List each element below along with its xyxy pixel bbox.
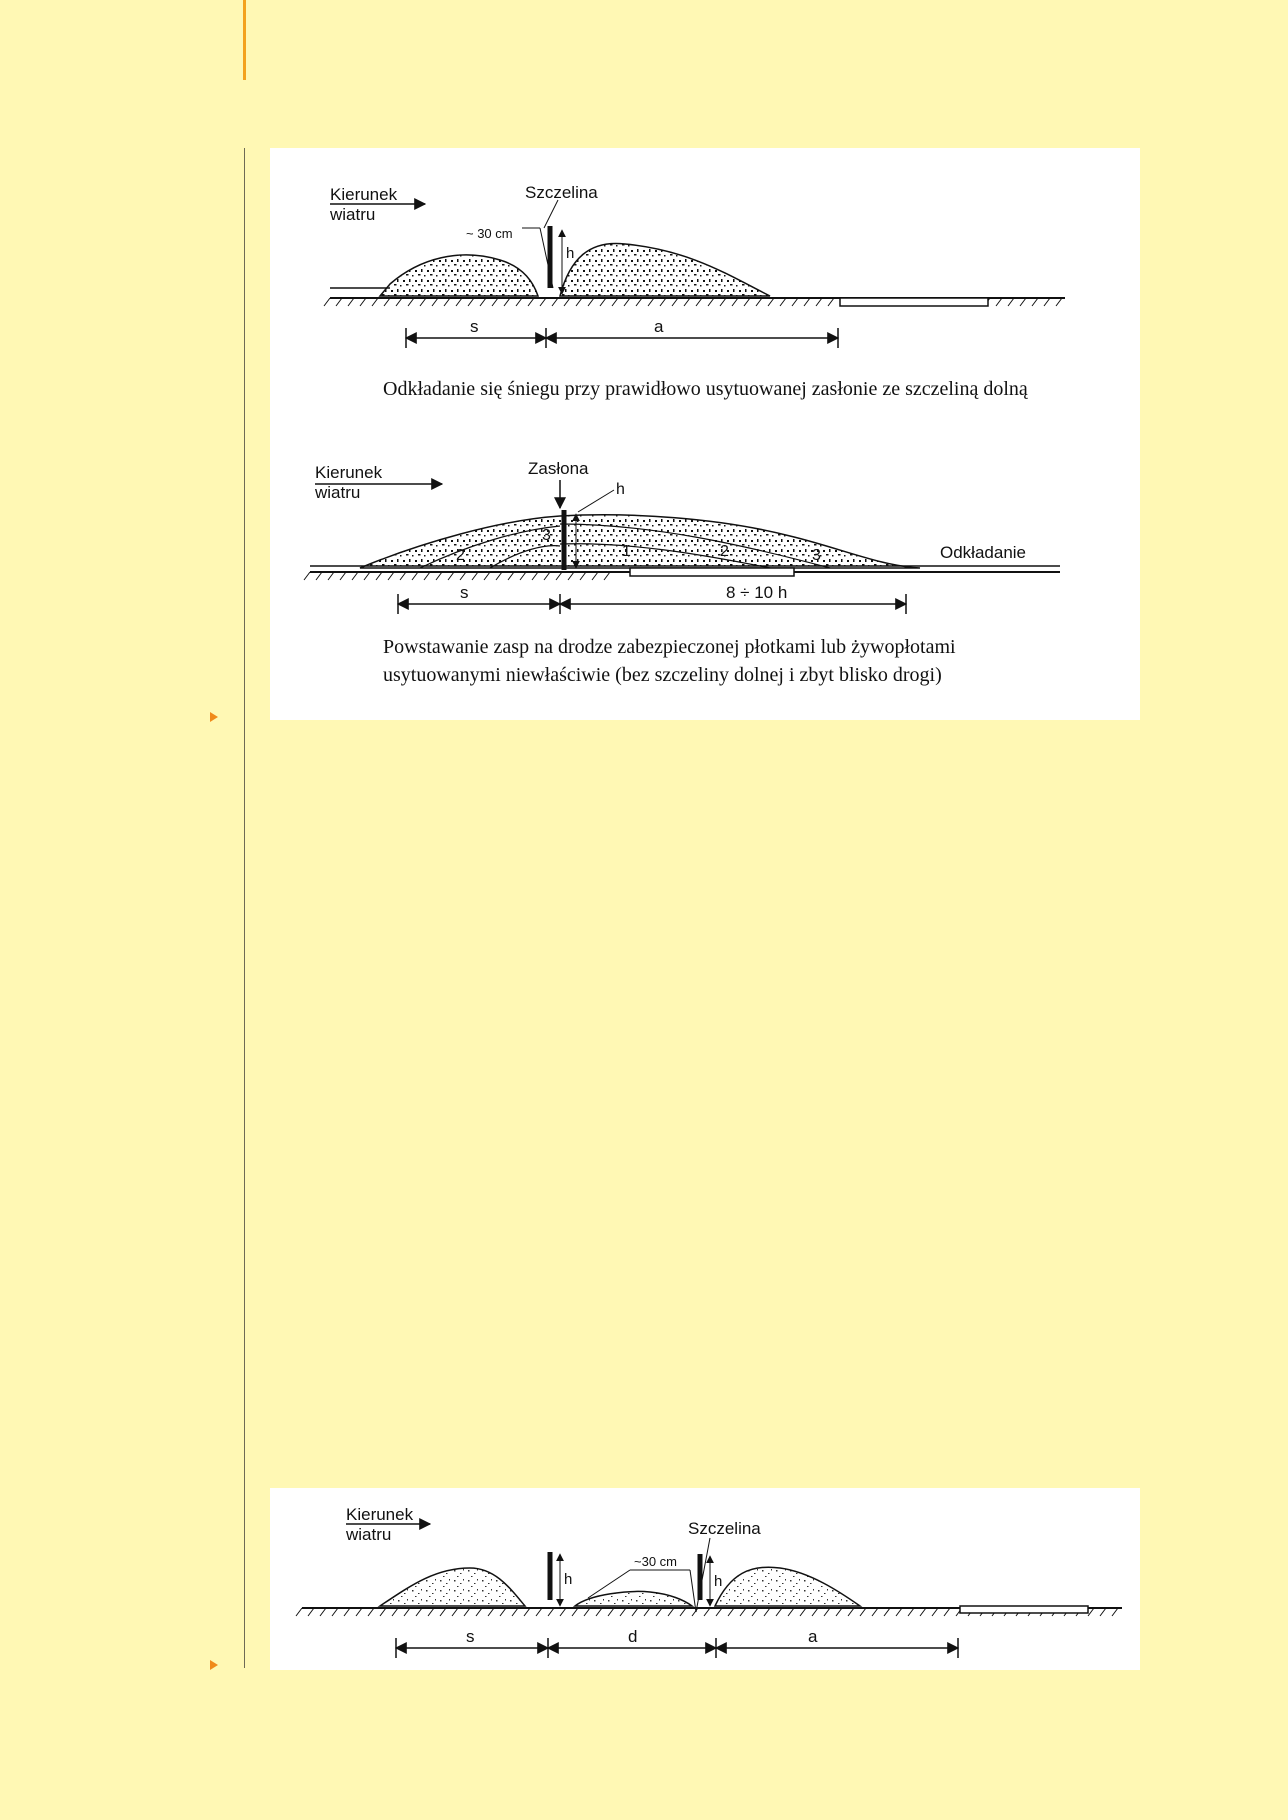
figure2-deposit-label: Odkładanie	[940, 543, 1027, 562]
figure-panel-top	[270, 148, 1140, 720]
figure2-dim-range: 8 ÷ 10 h	[726, 583, 788, 602]
figure3-height-label-2: h	[714, 1573, 723, 1590]
figure2-stage-3-left: 3	[542, 527, 551, 544]
figure2-screen-label: Zasłona	[528, 459, 589, 478]
figure3-wind-label-2: wiatru	[346, 1525, 392, 1544]
figure3-gap-label: Szczelina	[688, 1519, 761, 1538]
figure2-road	[630, 568, 794, 576]
figure2-stage-1: 1	[622, 543, 631, 560]
figure3-dim-d: d	[628, 1627, 638, 1646]
figure2-stage-2-left: 2	[456, 547, 465, 564]
figure2-wind-label-1: Kierunek	[315, 463, 383, 482]
figure3-drift-middle	[575, 1592, 692, 1606]
bullet-marker-1	[210, 712, 218, 722]
figure1-caption: Odkładanie się śniegu przy prawidłowo usytuowanej zasłonie ze szczeliną dolną	[383, 378, 1028, 400]
figure1-height-label: h	[566, 245, 575, 262]
figure2-wind-label-2: wiatru	[315, 483, 361, 502]
figure2-stage-2-right: 2	[720, 543, 729, 560]
figure2-height-leader	[578, 490, 614, 512]
figure1-gap-size: ~ 30 cm	[466, 226, 513, 241]
figure3-road	[960, 1606, 1088, 1613]
figure3-dim-a: a	[808, 1627, 818, 1646]
page-accent-bar	[243, 0, 246, 80]
figure3-height-label-1: h	[564, 1571, 573, 1588]
figure2-dim-s: s	[460, 583, 469, 602]
figure1-gap-label: Szczelina	[525, 183, 598, 202]
figure3-drift-leeward	[715, 1567, 860, 1606]
figure3-drift-windward	[380, 1568, 525, 1606]
figure3-gap-size: ~30 cm	[634, 1554, 677, 1569]
figure2-caption-line2: usytuowanymi niewłaściwie (bez szczeliny dolnej i zbyt blisko drogi)	[383, 664, 942, 686]
figure2-caption-line1: Powstawanie zasp na drodze zabezpieczonej płotkami lub żywopłotami	[383, 636, 956, 658]
figure1-dim-a: a	[654, 317, 664, 336]
bullet-marker-2	[210, 1660, 218, 1670]
figure2-stage-3-right: 3	[812, 547, 821, 564]
figure2-height-label: h	[616, 481, 625, 498]
figure3-wind-label-1: Kierunek	[346, 1505, 414, 1524]
figure2-ground-hatch	[304, 572, 610, 580]
figure1-dim-s: s	[470, 317, 479, 336]
figure1-wind-label-1: Kierunek	[330, 185, 398, 204]
figure2-drift	[360, 515, 920, 568]
figure-panel-bottom	[270, 1488, 1140, 1670]
figure3-diagram	[270, 1488, 1140, 1670]
margin-rule	[244, 148, 245, 1668]
figure1-wind-label-2: wiatru	[330, 205, 376, 224]
figure3-dim-s: s	[466, 1627, 475, 1646]
